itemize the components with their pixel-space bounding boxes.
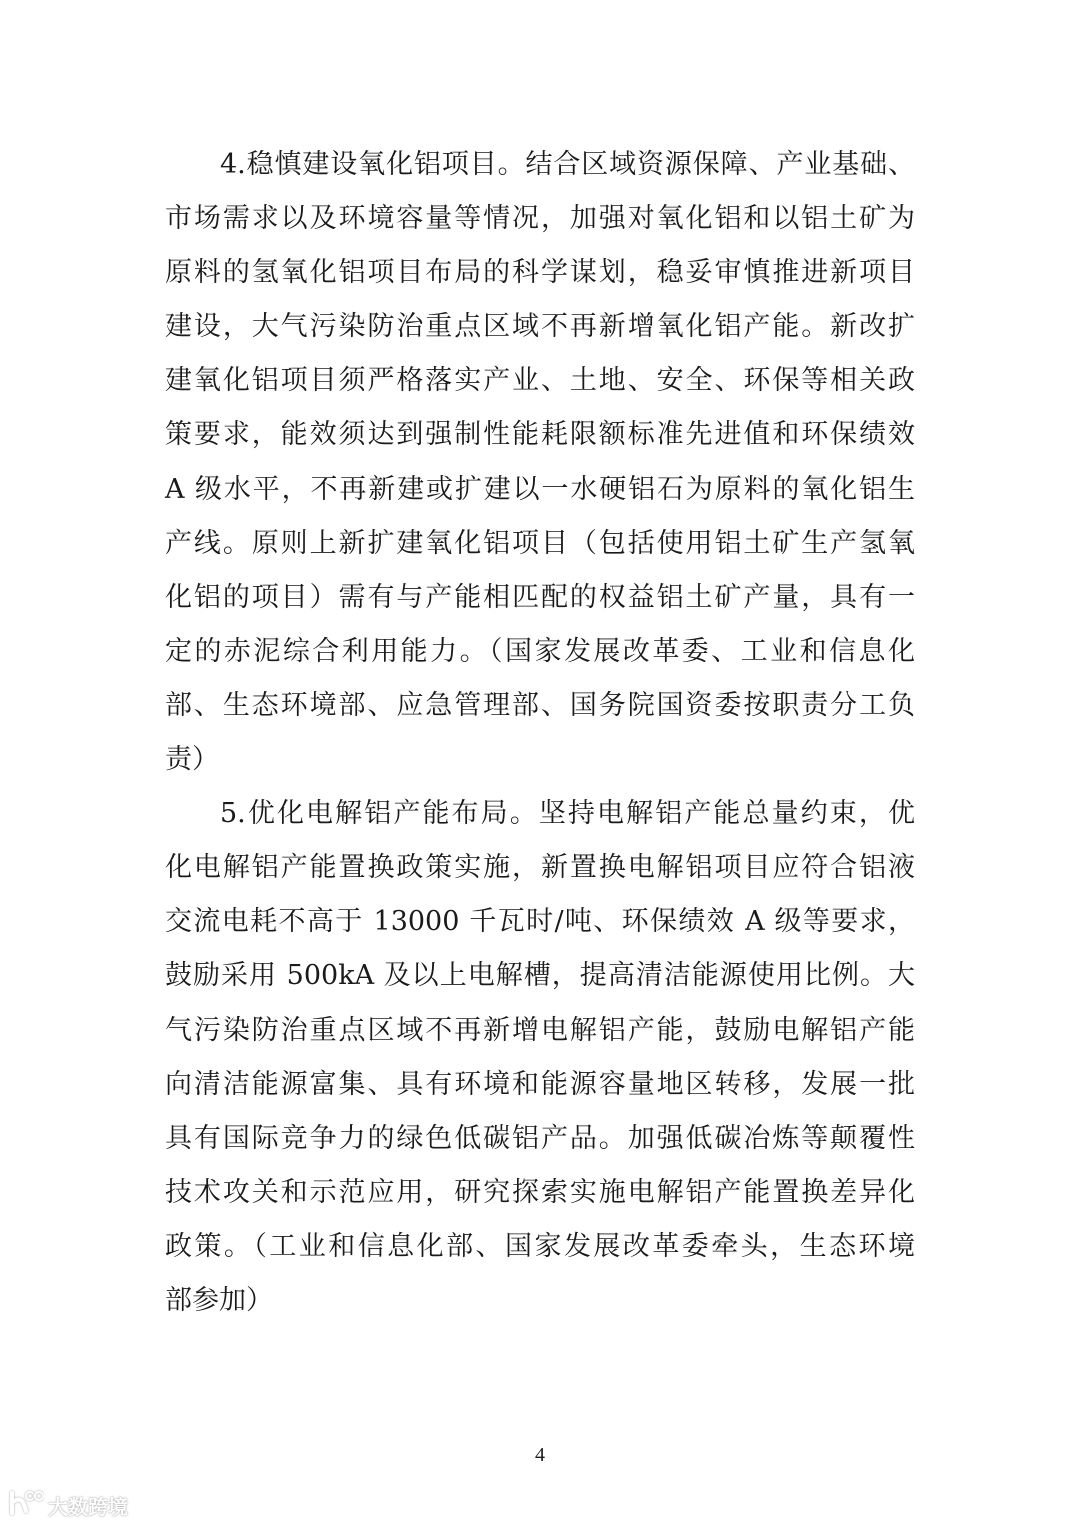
text-line: 定的赤泥综合利用能力。（国家发展改革委、工业和信息化 — [165, 635, 915, 667]
text-line: 5.优化电解铝产能布局。坚持电解铝产能总量约束，优 — [220, 798, 915, 830]
text-line: 部、生态环境部、应急管理部、国务院国资委按职责分工负 — [165, 689, 915, 721]
text-line: 政策。（工业和信息化部、国家发展改革委牵头，生态环境 — [165, 1230, 915, 1262]
text-line: 鼓励采用 500kA 及以上电解槽，提高清洁能源使用比例。大 — [165, 960, 915, 992]
text-line: 4.稳慎建设氧化铝项目。结合区域资源保障、产业基础、 — [220, 149, 915, 180]
paragraph — [165, 787, 915, 1328]
text-line: 原料的氢氧化铝项目布局的科学谋划，稳妥审慎推进新项目 — [165, 257, 915, 289]
text-line: 化铝的项目）需有与产能相匹配的权益铝土矿产量，具有一 — [165, 581, 915, 613]
watermark-logo-icon — [8, 1489, 44, 1522]
text-line: 气污染防治重点区域不再新增电解铝产能，鼓励电解铝产能 — [165, 1014, 915, 1046]
text-line: 向清洁能源富集、具有环境和能源容量地区转移，发展一批 — [165, 1068, 915, 1100]
watermark-text: 大数跨境 — [48, 1494, 128, 1519]
text-line: 建设，大气污染防治重点区域不再新增氧化铝产能。新改扩 — [165, 311, 915, 343]
text-line: A 级水平，不再新建或扩建以一水硬铝石为原料的氧化铝生 — [165, 473, 915, 505]
text-line: 建氧化铝项目须严格落实产业、土地、安全、环保等相关政 — [165, 365, 915, 397]
text-line: 市场需求以及环境容量等情况，加强对氧化铝和以铝土矿为 — [165, 203, 915, 235]
text-line: 交流电耗不高于 13000 千瓦时/吨、环保绩效 A 级等要求， — [165, 906, 915, 938]
text-line: 具有国际竞争力的绿色低碳铝产品。加强低碳冶炼等颠覆性 — [165, 1122, 915, 1154]
text-line: 策要求，能效须达到强制性能耗限额标准先进值和环保绩效 — [165, 419, 915, 451]
text-line: 技术攻关和示范应用，研究探索实施电解铝产能置换差异化 — [165, 1176, 915, 1208]
text-line: 化电解铝产能置换政策实施，新置换电解铝项目应符合铝液 — [165, 852, 915, 884]
text-line: 责） — [165, 744, 219, 776]
document-body — [165, 138, 915, 1328]
text-line: 产线。原则上新扩建氧化铝项目（包括使用铝土矿生产氢氧 — [165, 527, 915, 559]
page-number: 4 — [535, 1444, 545, 1466]
text-line: 部参加） — [165, 1284, 273, 1316]
watermark — [8, 1490, 128, 1520]
paragraph — [165, 138, 915, 787]
